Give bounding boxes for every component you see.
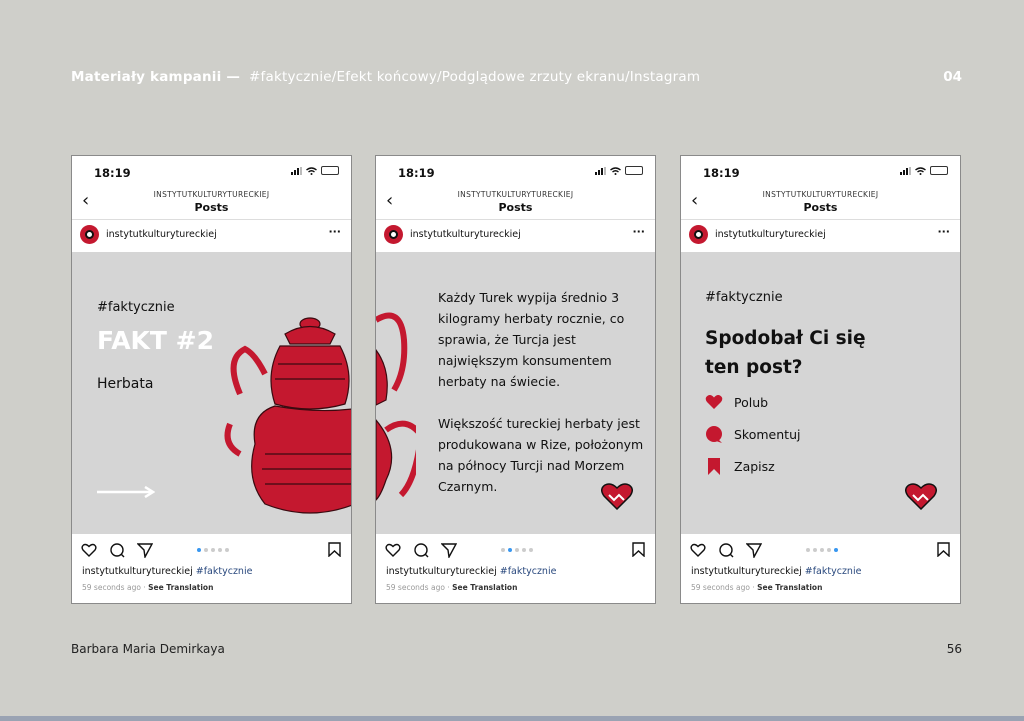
- posts-title: Posts: [498, 201, 533, 214]
- post-image: [376, 252, 656, 534]
- post-image: [72, 252, 352, 534]
- comment-icon[interactable]: [718, 542, 734, 558]
- comment-icon: [705, 426, 723, 443]
- status-time: 18:19: [398, 166, 435, 180]
- meta-separator: ·: [447, 583, 450, 592]
- post-caption: [386, 566, 556, 577]
- posts-title: Posts: [803, 201, 838, 214]
- handshake-heart-icon: [905, 482, 937, 510]
- back-chevron-icon[interactable]: ‹: [691, 190, 699, 211]
- post-actions: [690, 542, 762, 558]
- header-path: #faktycznie/Efekt końcowy/Podglądowe zrzuty ekranu/Instagram: [249, 69, 701, 85]
- post-hashtag: #faktycznie: [97, 300, 175, 315]
- carousel-dots: [197, 548, 229, 552]
- more-options-icon[interactable]: ···: [632, 225, 645, 238]
- post-meta: [386, 583, 517, 592]
- divider: [72, 219, 351, 220]
- post-meta: [691, 583, 822, 592]
- battery-icon: [625, 166, 643, 175]
- account-title: INSTYTUTKULTURYTURECKIEJ: [762, 190, 879, 199]
- bookmark-icon[interactable]: [632, 542, 645, 557]
- bottom-border: [0, 716, 1024, 721]
- footer-page-number: 56: [946, 642, 962, 656]
- see-translation-link[interactable]: See Translation: [148, 583, 214, 592]
- more-options-icon[interactable]: ···: [937, 225, 950, 238]
- signal-icon: [900, 167, 911, 175]
- header-bold: Materiały kampanii —: [71, 69, 241, 85]
- battery-icon: [321, 166, 339, 175]
- caption-hashtag[interactable]: #faktycznie: [195, 566, 253, 577]
- time-ago: 59 seconds ago: [386, 583, 445, 592]
- carousel-dots: [501, 548, 533, 552]
- caption-hashtag[interactable]: #faktycznie: [499, 566, 557, 577]
- avatar[interactable]: [384, 225, 403, 244]
- username[interactable]: instytutkulturytureckiej: [715, 229, 826, 240]
- post-hashtag: #faktycznie: [705, 290, 783, 305]
- footer-author: Barbara Maria Demirkaya: [71, 642, 225, 656]
- share-icon[interactable]: [746, 542, 762, 558]
- status-icons: [595, 166, 643, 175]
- page-header: [71, 69, 700, 85]
- post-body: [438, 287, 653, 497]
- cta-like-label: Polub: [734, 394, 769, 410]
- post-caption: [691, 566, 861, 577]
- username[interactable]: instytutkulturytureckiej: [106, 229, 217, 240]
- status-icons: [291, 166, 339, 175]
- bookmark-icon: [705, 458, 723, 475]
- wifi-icon: [610, 167, 621, 175]
- cta-comment-label: Skomentuj: [734, 427, 801, 442]
- teapot-illustration-continuation: [376, 310, 416, 510]
- account-title: INSTYTUTKULTURYTURECKIEJ: [457, 190, 574, 199]
- post-body-p1: Każdy Turek wypija średnio 3 kilogramy herbaty rocznie, co sprawia, że Turcja jest największym konsumentem herbaty na świecie.: [438, 290, 625, 389]
- meta-separator: ·: [752, 583, 755, 592]
- back-chevron-icon[interactable]: ‹: [82, 190, 90, 211]
- bookmark-icon[interactable]: [328, 542, 341, 557]
- post-body-p2: Większość tureckiej herbaty jest produkowana w Rize, położonym na północy Turcji nad Morzem Czarnym.: [438, 416, 644, 494]
- time-ago: 59 seconds ago: [82, 583, 141, 592]
- wifi-icon: [306, 167, 317, 175]
- fact-title: FAKT #2: [97, 326, 215, 355]
- comment-icon[interactable]: [413, 542, 429, 558]
- battery-icon: [930, 166, 948, 175]
- heart-icon[interactable]: [690, 542, 706, 558]
- username[interactable]: instytutkulturytureckiej: [410, 229, 521, 240]
- avatar[interactable]: [80, 225, 99, 244]
- cta-title-line1: Spodobał Ci się: [705, 328, 866, 349]
- time-ago: 59 seconds ago: [691, 583, 750, 592]
- see-translation-link[interactable]: See Translation: [452, 583, 518, 592]
- back-chevron-icon[interactable]: ‹: [386, 190, 394, 211]
- see-translation-link[interactable]: See Translation: [757, 583, 823, 592]
- phone-mockup-3: [680, 155, 961, 604]
- more-options-icon[interactable]: ···: [328, 225, 341, 238]
- teapot-illustration: [220, 304, 352, 524]
- posts-title: Posts: [194, 201, 229, 214]
- handshake-heart-icon: [601, 482, 633, 510]
- signal-icon: [595, 167, 606, 175]
- cta-save: [705, 458, 775, 475]
- phone-mockup-2: [375, 155, 656, 604]
- cta-title-line2: ten post?: [705, 357, 803, 378]
- share-icon[interactable]: [137, 542, 153, 558]
- heart-icon[interactable]: [81, 542, 97, 558]
- share-icon[interactable]: [441, 542, 457, 558]
- status-icons: [900, 166, 948, 175]
- comment-icon[interactable]: [109, 542, 125, 558]
- header-number: 04: [943, 69, 962, 85]
- post-caption: [82, 566, 252, 577]
- post-actions: [81, 542, 153, 558]
- signal-icon: [291, 167, 302, 175]
- cta-title: [705, 324, 866, 382]
- account-title: INSTYTUTKULTURYTURECKIEJ: [153, 190, 270, 199]
- post-actions: [385, 542, 457, 558]
- wifi-icon: [915, 167, 926, 175]
- caption-username[interactable]: instytutkulturytureckiej: [386, 566, 497, 577]
- cta-save-label: Zapisz: [734, 459, 775, 474]
- status-time: 18:19: [703, 166, 740, 180]
- caption-hashtag[interactable]: #faktycznie: [804, 566, 862, 577]
- heart-icon: [705, 394, 723, 410]
- post-meta: [82, 583, 213, 592]
- caption-username[interactable]: instytutkulturytureckiej: [691, 566, 802, 577]
- cta-comment: [705, 426, 800, 443]
- divider: [681, 219, 960, 220]
- heart-icon[interactable]: [385, 542, 401, 558]
- divider: [376, 219, 655, 220]
- avatar[interactable]: [689, 225, 708, 244]
- cta-like: [705, 394, 768, 410]
- fact-subtitle: Herbata: [97, 376, 154, 392]
- post-image: [681, 252, 961, 534]
- meta-separator: ·: [143, 583, 146, 592]
- bookmark-icon[interactable]: [937, 542, 950, 557]
- carousel-dots: [806, 548, 838, 552]
- arrow-right-icon: [97, 486, 155, 498]
- phone-mockup-1: [71, 155, 352, 604]
- status-time: 18:19: [94, 166, 131, 180]
- caption-username[interactable]: instytutkulturytureckiej: [82, 566, 193, 577]
